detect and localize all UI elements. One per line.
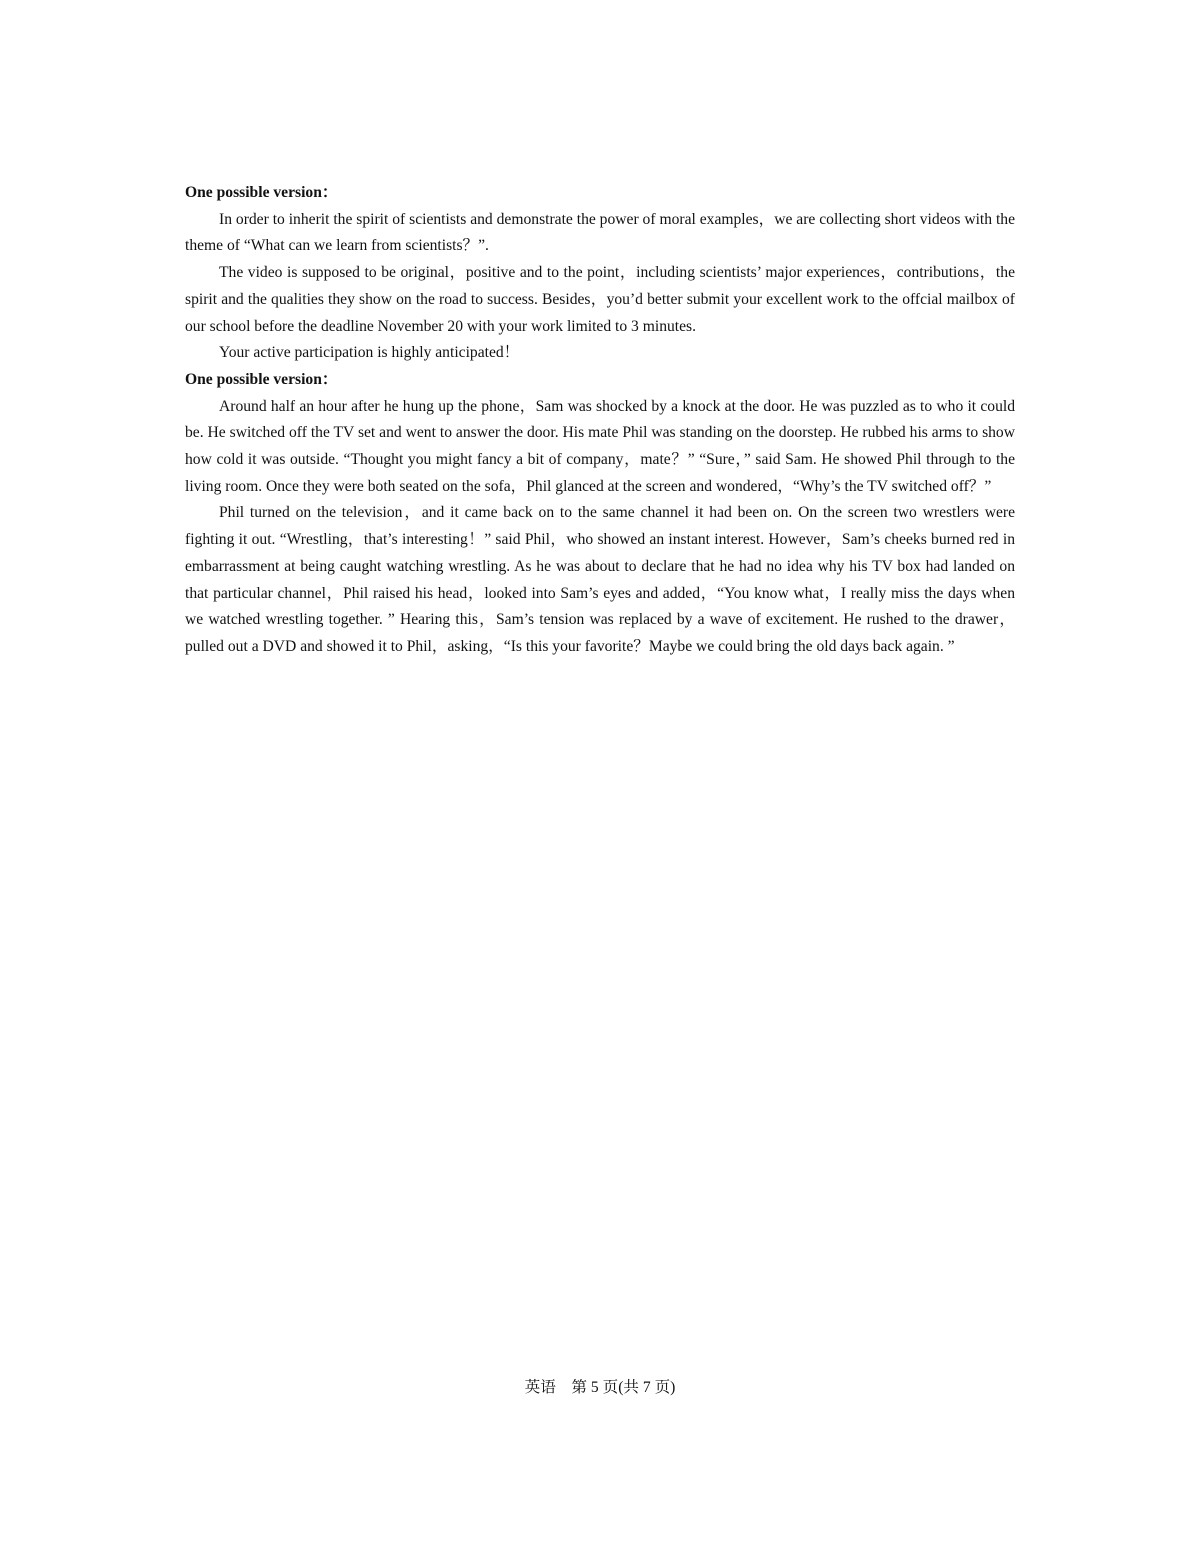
paragraph: Your active participation is highly anticipated！ [219, 344, 520, 362]
section-writing-task-1 [185, 180, 1015, 367]
answer-content [185, 180, 1015, 661]
section-heading: One possible version： [185, 370, 338, 388]
paragraph: Around half an hour after he hung up the phone，Sam was shocked by a knock at the door. He was puzzled as to who it could be. He switched off the TV set and went to answer the door. His mate Phil was standing on the doorstep. He rubbed his arms to show how cold it was outside. “Thought you might fancy a bit of company，mate？” “Sure，” said Sam. He showed Phil through to the living room. Once they were both seated on the sofa，Phil glanced at the screen and wondered，“Why’s the TV switched off？” [185, 397, 1015, 495]
paragraph: In order to inherit the spirit of scientists and demonstrate the power of moral examples，we are collecting short videos with the theme of “What can we learn from scientists？”. [185, 210, 1015, 255]
paragraph: Phil turned on the television，and it came back on to the same channel it had been on. On the screen two wrestlers were fighting it out. “Wrestling，that’s interesting！” said Phil，who showed an instant interest. However，Sam’s cheeks burned red in embarrassment at being caught watching wrestling. As he was about to declare that he had no idea why his TV box had landed on that particular channel，Phil raised his head，looked into Sam’s eyes and added，“You know what，I really miss the days when we watched wrestling together. ” Hearing this，Sam’s tension was replaced by a wave of excitement. He rushed to the drawer，pulled out a DVD and showed it to Phil，asking，“Is this your favorite？Maybe we could bring the old days back again. ” [185, 504, 1015, 655]
section-writing-task-2 [185, 367, 1015, 661]
page-footer: 英语 第 5 页(共 7 页) [524, 1379, 676, 1396]
paragraph: The video is supposed to be original，positive and to the point，including scientists’ major experiences，contributions，the spirit and the qualities they show on the road to success. Besides，you’d better submit your excellent work to the offcial mailbox of our school before the deadline November 20 with your work limited to 3 minutes. [185, 264, 1015, 335]
section-heading: One possible version： [185, 184, 338, 201]
